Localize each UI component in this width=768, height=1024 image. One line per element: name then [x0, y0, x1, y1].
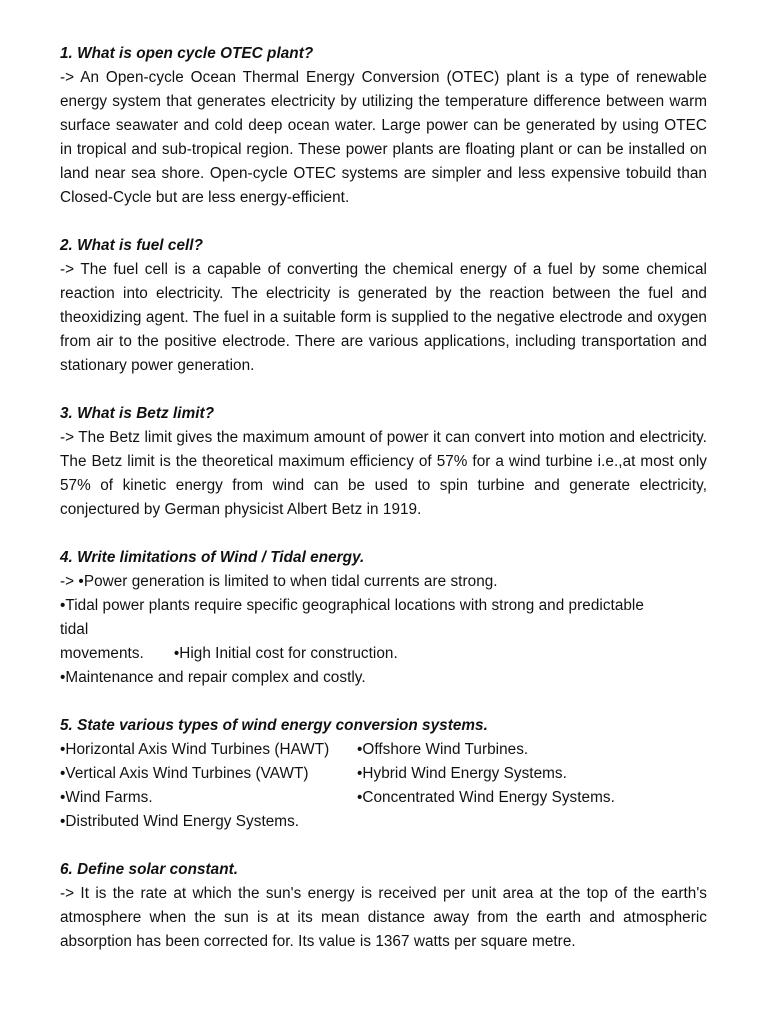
section-fuel-cell: [60, 234, 707, 378]
bullet-left: •Distributed Wind Energy Systems.: [60, 813, 300, 830]
question-heading: 1. What is open cycle OTEC plant?: [60, 45, 314, 62]
bullet-text: movements.: [60, 645, 144, 662]
bullet-row: [60, 738, 707, 762]
bullet-left: •Horizontal Axis Wind Turbines (HAWT): [60, 741, 330, 758]
question-heading: 5. State various types of wind energy conversion systems.: [60, 717, 488, 734]
answer-paragraph: -> The Betz limit gives the maximum amount of power it can convert into motion and electricity. The Betz limit is the theoretical maximum efficiency of 57% for a wind turbine i.e.,at most only 57% of kinetic energy from wind can be used to spin turbine and generate electricity, conjectured by German physicist Albert Betz in 1919.: [60, 429, 707, 518]
bullet-right: •Concentrated Wind Energy Systems.: [357, 789, 615, 806]
bullet-line-combined: [60, 642, 707, 666]
section-limitations: [60, 546, 707, 690]
bullet-row: [60, 762, 707, 786]
bullet-line: tidal: [60, 621, 89, 638]
bullet-line: •Maintenance and repair complex and costly.: [60, 669, 366, 686]
bullet-text: •High Initial cost for construction.: [173, 645, 398, 662]
question-heading: 2. What is fuel cell?: [60, 237, 204, 254]
section-otec: [60, 42, 707, 210]
bullet-row: [60, 810, 707, 834]
bullet-right: •Hybrid Wind Energy Systems.: [357, 765, 567, 782]
bullet-line: •Tidal power plants require specific geographical locations with strong and predictable: [60, 597, 644, 614]
question-heading: 6. Define solar constant.: [60, 861, 239, 878]
answer-paragraph: -> It is the rate at which the sun's energy is received per unit area at the top of the earth's atmosphere when the sun is at its mean distance away from the earth and atmospheric absorption has been corrected for. Its value is 1367 watts per square metre.: [60, 885, 707, 950]
bullet-left: •Wind Farms.: [60, 789, 153, 806]
section-solar-constant: [60, 858, 707, 954]
question-heading: 4. Write limitations of Wind / Tidal energy.: [60, 549, 365, 566]
section-betz-limit: [60, 402, 707, 522]
section-wind-systems: [60, 714, 707, 834]
bullet-line: -> •Power generation is limited to when tidal currents are strong.: [60, 573, 498, 590]
bullet-row: [60, 786, 707, 810]
bullet-left: •Vertical Axis Wind Turbines (VAWT): [60, 765, 309, 782]
bullet-right: •Offshore Wind Turbines.: [357, 741, 529, 758]
answer-paragraph: -> The fuel cell is a capable of converting the chemical energy of a fuel by some chemical reaction into electricity. The electricity is generated by the reaction between the fuel and theoxidizing agent. The fuel in a suitable form is supplied to the negative electrode and oxygen from air to the positive electrode. There are various applications, including transportation and stationary power generation.: [60, 261, 707, 374]
answer-paragraph: -> An Open-cycle Ocean Thermal Energy Conversion (OTEC) plant is a type of renewable energy system that generates electricity by utilizing the temperature difference between warm surface seawater and cold deep ocean water. Large power can be generated by using OTEC in tropical and sub-tropical region. These power plants are floating plant or can be installed on land near sea shore. Open-cycle OTEC systems are simpler and less expensive tobuild than Closed-Cycle but are less energy-efficient.: [60, 69, 707, 206]
question-heading: 3. What is Betz limit?: [60, 405, 215, 422]
